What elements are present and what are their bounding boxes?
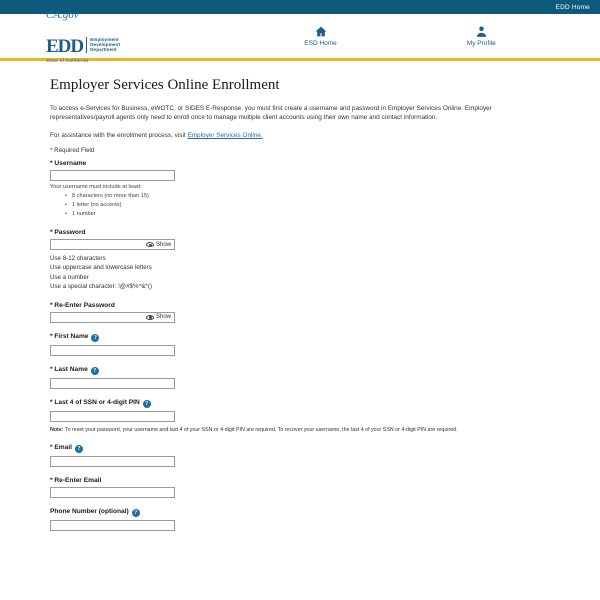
label-phone [50, 508, 550, 517]
edd-home-link[interactable]: EDD Home [555, 3, 590, 11]
nav-item-esd-home[interactable] [304, 25, 337, 47]
ssn-pin-note-bold: Note: [50, 426, 64, 433]
label-ssn-pin-text: * Last 4 of SSN or 4-digit PIN [50, 398, 140, 406]
nav-label-my-profile: My Profile [466, 40, 496, 47]
page-title: Employer Services Online Enrollment [50, 77, 280, 93]
info-icon[interactable]: ? [75, 445, 83, 453]
label-password: * Password [50, 229, 86, 236]
label-last-name-text: * Last Name [50, 365, 88, 373]
edd-logo[interactable] [0, 10, 200, 63]
edd-line-development: Development [90, 41, 121, 47]
last-name-input[interactable] [50, 378, 175, 389]
username-rule: • 1 number [72, 210, 550, 219]
site-header [0, 8, 600, 63]
reenter-email-input[interactable] [50, 487, 175, 498]
label-email-text: * Email [50, 443, 72, 451]
field-group-last-name [50, 366, 550, 389]
field-group-first-name [50, 333, 550, 356]
edd-agency-lines [86, 37, 120, 53]
info-icon[interactable]: ? [132, 509, 140, 517]
main-content [0, 61, 600, 531]
edd-wordmark: EDD [46, 35, 84, 57]
employer-services-online-link[interactable]: Employer Services Online. [187, 132, 263, 139]
username-input[interactable] [50, 170, 175, 181]
label-first-name [50, 333, 550, 342]
edd-line-department: Department [90, 47, 117, 53]
phone-input[interactable] [50, 520, 175, 531]
password-rule: Use uppercase and lowercase letters [50, 264, 152, 272]
eye-icon [146, 242, 154, 247]
username-hint: Your username must include at least: [50, 184, 142, 190]
reenter-password-show-label: Show [155, 314, 171, 321]
field-group-phone [50, 508, 550, 531]
username-rule: • 1 letter (no accents) [72, 201, 550, 210]
field-group-ssn-pin [50, 399, 550, 434]
field-group-password [50, 229, 550, 292]
first-name-input[interactable] [50, 345, 175, 356]
field-group-reenter-email [50, 477, 550, 498]
ssn-pin-input[interactable] [50, 411, 175, 422]
label-reenter-email: * Re-Enter Email [50, 476, 102, 484]
info-icon[interactable]: ? [91, 334, 99, 342]
password-rule: Use a special character: !@#$%^&*() [50, 283, 153, 291]
label-phone-text: Phone Number (optional) [50, 507, 129, 515]
label-username: * Username [50, 160, 87, 167]
header-nav [200, 25, 600, 47]
reenter-password-show-toggle[interactable] [146, 312, 171, 323]
username-rules [50, 192, 550, 219]
ssn-pin-note-text: To reset your password, your username and last 4 of your SSN or 4-digit PIN are required. To recover your username, the last 4 of your SSN or 4-digit PIN are required. [63, 426, 458, 433]
label-ssn-pin [50, 399, 550, 408]
info-icon[interactable]: ? [143, 400, 151, 408]
password-rules [50, 254, 550, 292]
field-group-reenter-password [50, 302, 550, 323]
edd-state-label: State of California [46, 57, 89, 63]
assistance-text: For assistance with the enrollment process, visit [50, 132, 188, 139]
password-show-toggle[interactable] [146, 239, 171, 250]
home-icon [314, 25, 328, 38]
label-email [50, 444, 550, 453]
info-icon[interactable]: ? [91, 367, 99, 375]
nav-item-my-profile[interactable] [467, 25, 496, 47]
field-group-email [50, 444, 550, 467]
ssn-pin-note [50, 426, 470, 434]
ca-gov-logo[interactable]: CA.gov [46, 8, 79, 21]
assistance-paragraph [50, 132, 550, 139]
email-input[interactable] [50, 456, 175, 467]
label-first-name-text: * First Name [50, 332, 89, 340]
label-reenter-password: * Re-Enter Password [50, 301, 115, 309]
label-last-name [50, 366, 550, 375]
intro-paragraph: To access e-Services for Business, eWOTC, or SIDES E-Response, you must first create a username and password in Employer Services Online. Employer representatives/payroll agents only need to enroll once to manage multiple client accounts using their own name and contact information. [50, 105, 492, 121]
password-show-label: Show [155, 241, 171, 248]
password-rule: Use 8-12 characters [50, 255, 106, 262]
username-rule: • 8 characters (no more than 15) [72, 192, 550, 201]
password-rule: Use a number [50, 273, 89, 281]
nav-label-esd-home: ESD Home [304, 40, 337, 47]
required-field-note: * Required Field [50, 147, 95, 154]
user-icon [475, 25, 488, 38]
field-group-username [50, 160, 550, 219]
eye-icon [146, 315, 154, 320]
edd-line-employment: Employment [90, 36, 119, 42]
